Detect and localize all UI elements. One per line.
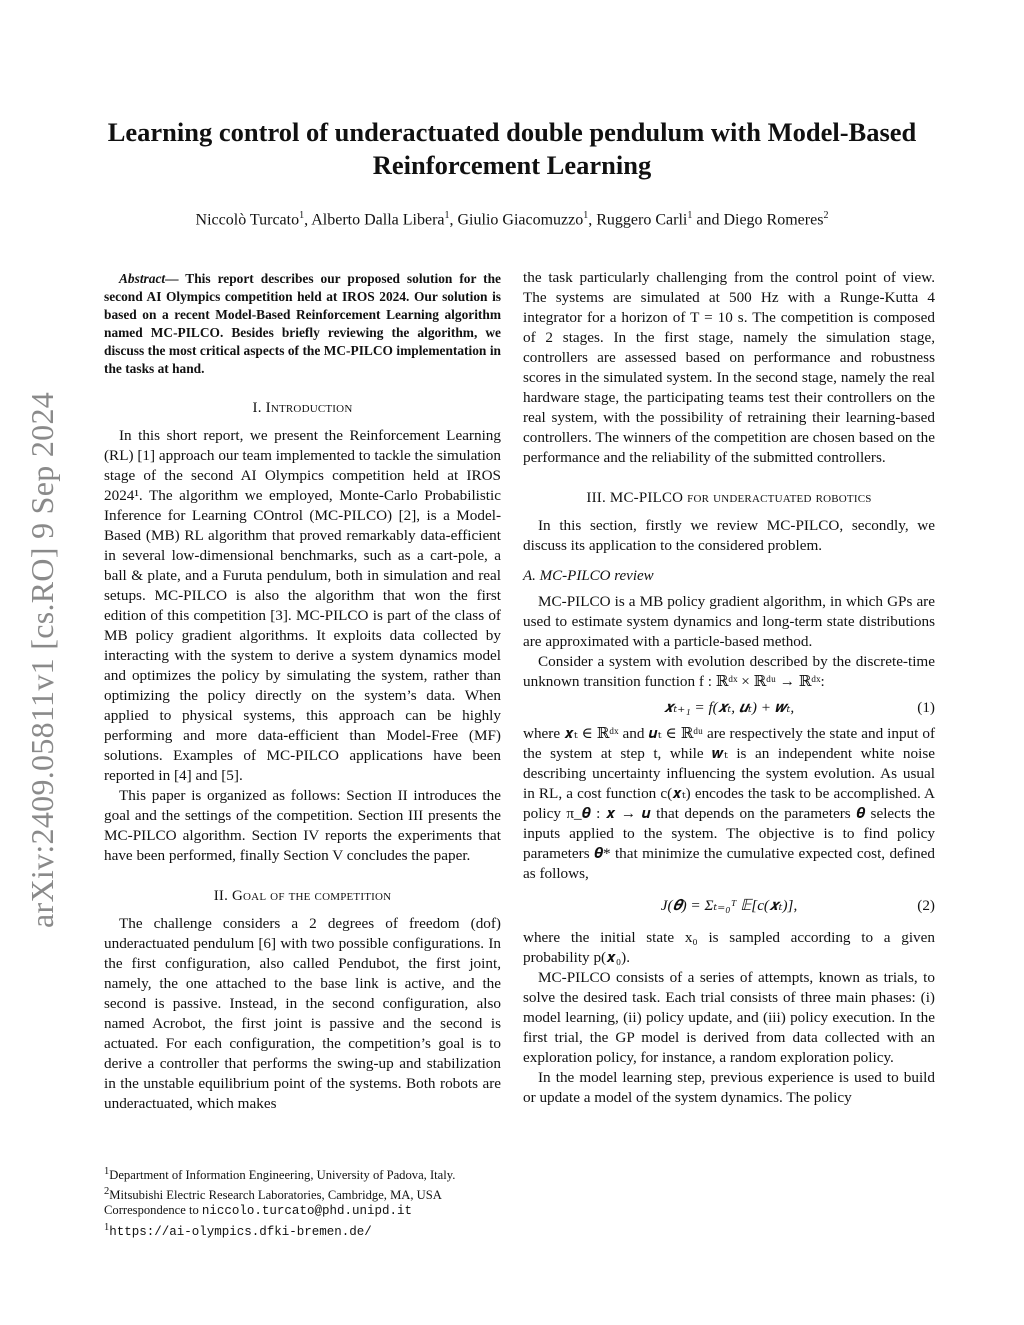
paragraph: Consider a system with evolution described by the discrete-time unknown transition function f : ℝᵈˣ × ℝᵈᵘ → ℝᵈˣ: bbox=[523, 653, 935, 690]
affiliation-mark: 1 bbox=[583, 210, 589, 221]
paragraph: In this section, firstly we review MC-PILCO, secondly, we discuss its application to the considered problem. bbox=[523, 517, 935, 554]
separator: , bbox=[588, 211, 597, 229]
paragraph: The challenge considers a 2 degrees of freedom (dof) underactuated pendulum [6] with two possible configurations. In the first configuration, also called Pendubot, the first joint, namely, the one attached to the base link is active, and the second is passive. Instead, in the second configuration, also named Acrobot, the first joint is passive and the second is actuated. For each configuration, the competition’s goal is to derive a controller that performs the swing-up and stabilization in the unstable equilibrium point of the systems. Both robots are underactuated, which makes bbox=[104, 915, 501, 1112]
author: Giulio Giacomuzzo bbox=[457, 211, 584, 229]
arxiv-identifier-stamp: arXiv:2409.05811v1 [cs.RO] 9 Sep 2024 bbox=[24, 391, 60, 928]
footnote-mark: 1 bbox=[104, 1221, 110, 1233]
footnote bbox=[104, 1164, 504, 1184]
paragraph: This paper is organized as follows: Section II introduces the goal and the settings of the competition. Section III presents the MC-PILCO algorithm. Section IV reports the experiments that have been performed, finally Section V concludes the paper. bbox=[104, 787, 501, 864]
footnotes bbox=[104, 1164, 504, 1241]
equation-1 bbox=[523, 698, 935, 718]
paragraph: In this short report, we present the Reinforcement Learning (RL) [1] approach our team implemented to tackle the simulation stage of the second AI Olympics competition held at IROS 2024¹. The algorithm we employed, Monte-Carlo Probabilistic Inference for Learning COntrol (MC-PILCO) [2], is a Model-Based (MB) RL algorithm that proved remarkably data-efficient in several low-dimensional benchmarks, such as a cart-pole, a ball & plate, and a Furuta pendulum, both in simulation and real setups. MC-PILCO is also the algorithm that won the first edition of this competition [3]. MC-PILCO is part of the class of MB policy gradient algorithms. It exploits data collected by interacting with the system to derive a system dynamics model and optimizes the policy by simulating the system, rather than optimizing the policy directly on the system’s data. When applied to physical systems, this approach can be highly performing and more data-efficient than Model-Free (MF) solutions. Examples of MC-PILCO applications have been reported in [4] and [5]. bbox=[104, 427, 501, 784]
paragraph: MC-PILCO consists of a series of attempts, known as trials, to solve the desired task. Each trial consists of three main phases: (i) model learning, (ii) policy update, and (iii) policy execution. In the first trial, the GP model is derived from data collected with an exploration policy, for instance, a random exploration policy. bbox=[523, 969, 935, 1066]
footnote-mark: 2 bbox=[104, 1185, 110, 1197]
footnote-mark: 1 bbox=[104, 1166, 110, 1177]
affiliation-mark: 1 bbox=[444, 210, 450, 221]
footnote bbox=[104, 1203, 504, 1220]
paragraph: In the model learning step, previous experience is used to build or update a model of the system dynamics. The policy bbox=[523, 1069, 935, 1106]
section-heading-mc-pilco: III. MC-PILCO for underactuated robotics bbox=[586, 490, 872, 506]
right-column bbox=[523, 268, 935, 1108]
abstract-text: This report describes our proposed solution for the second AI Olympics competition held at IROS 2024. Our solution is based on a recent Model-Based Reinforcement Learning algorithm named MC-PILCO. Besides briefly reviewing the algorithm, we discuss the most critical aspects of the MC-PILCO implementation in the tasks at hand. bbox=[104, 271, 502, 376]
equation-number: (2) bbox=[917, 897, 935, 914]
separator: , bbox=[304, 211, 312, 229]
paragraph: where the initial state x₀ is sampled according to a given probability p(𝒙₀). bbox=[523, 929, 935, 966]
paper-title bbox=[60, 116, 964, 182]
left-column bbox=[104, 268, 501, 1114]
equation-2 bbox=[523, 896, 935, 916]
affiliation-mark: 1 bbox=[299, 210, 305, 221]
paragraph: the task particularly challenging from the control point of view. The systems are simulated at 500 Hz with a Runge-Kutta 4 integrator for a horizon of T = 10 s. The competition is composed of 2 stages. In the first stage, namely the simulation stage, controllers are assessed based on performance and robustness scores in the simulated system. In the second stage, namely the real hardware stage, the participating teams test their controllers on the real system, with the possibility of retraining their learning-based controllers. The winners of the competition are chosen based on the performance and the reliability of the submitted controllers. bbox=[523, 269, 935, 466]
author: Alberto Dalla Libera bbox=[311, 211, 445, 229]
section-heading-introduction: I. Introduction bbox=[252, 400, 353, 416]
equation-number: (1) bbox=[917, 699, 935, 716]
url-link[interactable]: https://ai-olympics.dfki-bremen.de/ bbox=[109, 1225, 372, 1240]
title-line-1: Learning control of underactuated double pendulum with Model-Based bbox=[107, 117, 917, 147]
title-line-2: Reinforcement Learning bbox=[372, 150, 652, 180]
equation-body: 𝒙ₜ₊₁ = f(𝒙ₜ, 𝒖ₜ) + 𝒘ₜ, bbox=[663, 699, 795, 716]
affiliation-mark: 1 bbox=[687, 210, 693, 221]
affiliation-mark: 2 bbox=[823, 210, 829, 221]
subsection-heading: A. MC-PILCO review bbox=[523, 568, 654, 584]
abstract-dash: — bbox=[165, 271, 186, 286]
paragraph: MC-PILCO is a MB policy gradient algorithm, in which GPs are used to estimate system dynamics and long-term state distributions are approximated with a particle-based method. bbox=[523, 593, 935, 650]
section-heading-goal: II. Goal of the competition bbox=[213, 888, 392, 904]
footnote bbox=[104, 1184, 504, 1204]
author: Ruggero Carli bbox=[596, 211, 688, 229]
author: Niccolò Turcato bbox=[195, 211, 300, 229]
footnote-text: Department of Information Engineering, University of Padova, Italy. bbox=[109, 1168, 456, 1183]
abstract bbox=[104, 270, 501, 378]
separator: and bbox=[692, 211, 724, 229]
email-link[interactable]: niccolo.turcato@phd.unipd.it bbox=[201, 1204, 412, 1219]
author-list bbox=[60, 210, 964, 229]
abstract-label: Abstract bbox=[119, 271, 166, 286]
separator: , bbox=[449, 211, 458, 229]
author: Diego Romeres bbox=[723, 211, 824, 229]
footnote-text: Correspondence to bbox=[104, 1203, 202, 1218]
equation-body: J(𝜽) = Σₜ₌₀ᵀ 𝔼[c(𝒙ₜ)], bbox=[660, 897, 798, 914]
footnote bbox=[104, 1220, 504, 1241]
footnote-text: Mitsubishi Electric Research Laboratories, Cambridge, MA, USA bbox=[109, 1187, 442, 1202]
paragraph: where 𝒙ₜ ∈ ℝᵈˣ and 𝒖ₜ ∈ ℝᵈᵘ are respectively the state and input of the system at step t, while 𝒘ₜ is an independent white noise describing uncertainty influencing the system evolution. As usual in RL, a cost function c(𝒙ₜ) encodes the task to be accomplished. A policy π_𝜽 : 𝒙 → 𝒖 that depends on the parameters 𝜽 selects the inputs applied to the system. The objective is to find policy parameters 𝜽* that minimize the cumulative expected cost, defined as follows, bbox=[523, 725, 935, 882]
